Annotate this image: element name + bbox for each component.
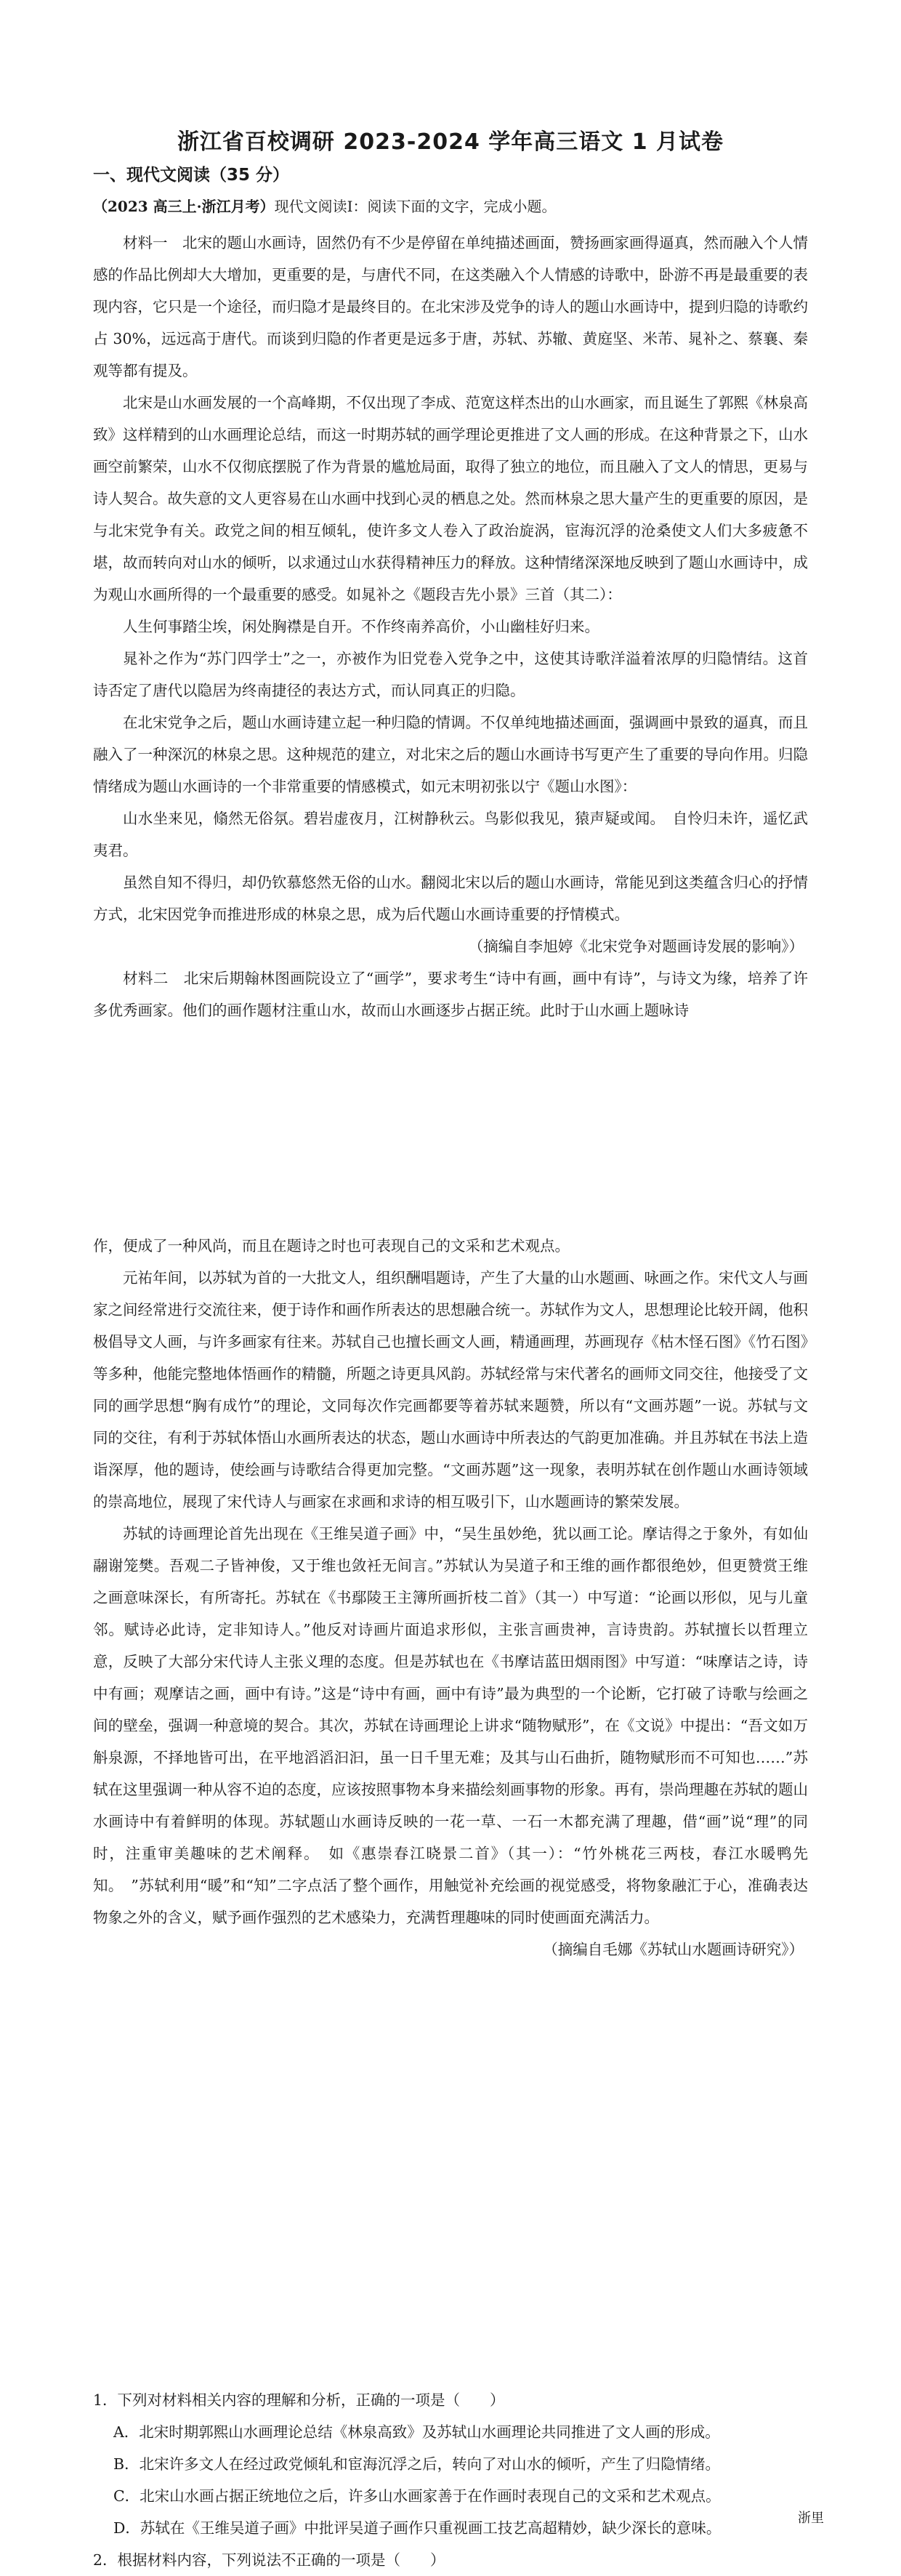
material1-paragraph: 材料一 北宋的题山水画诗，固然仍有不少是停留在单纯描述画面，赞扬画家画得逼真，然而融入个人情感的作品比例却大大增加，更重要的是，与唐代不同，在这类融入个人情感的诗歌中，卧游不再是最重要的表现内容，它只是一个途径，而归隐才是最终目的。在北宋涉及党争的诗人的题山水画诗中，提到归隐的诗歌约占 30%，远远高于唐代。而谈到归隐的作者更是远多于唐，苏轼、苏辙、黄庭坚、米芾、晁补之、蔡襄、秦观等都有提及。 bbox=[93, 234, 808, 379]
question-list bbox=[93, 2384, 808, 2576]
instruction-text: 现代文阅读Ⅰ：阅读下面的文字，完成小题。 bbox=[274, 198, 557, 215]
material2-intro: 材料二 北宋后期翰林图画院设立了“画学”，要求考生“诗中有画，画中有诗”，与诗文为缘，培养了许多优秀画家。他们的画作题材注重山水，故而山水画逐步占据正统。此时于山水画上题咏诗 bbox=[93, 970, 808, 1019]
exam-source: （2023 高三上·浙江月考） bbox=[93, 198, 275, 215]
section-heading: 一、现代文阅读（35 分） bbox=[93, 166, 290, 185]
answer-option[interactable]: D．苏轼在《王维吴道子画》中批评吴道子画作只重视画工技艺高超精妙，缺少深长的意味。 bbox=[113, 2519, 722, 2537]
material1-paragraph: 在北宋党争之后，题山水画诗建立起一种归隐的情调。不仅单纯地描述画面，强调画中景致的逼真，而且融入了一种深沉的林泉之思。这种规范的建立，对北宋之后的题山水画诗书写更产生了重要的导向作用。归隐情绪成为题山水画诗的一个非常重要的情感模式，如元末明初张以宁《题山水图》： bbox=[93, 714, 808, 795]
material2-paragraph: 元祐年间，以苏轼为首的一大批文人，组织酬唱题诗，产生了大量的山水题画、咏画之作。宋代文人与画家之间经常进行交流往来，便于诗作和画作所表达的思想融合统一。苏轼作为文人，思想理论比较开阔，他积极倡导文人画，与许多画家有往来。苏轼自己也擅长画文人画，精通画理，苏画现存《枯木怪石图》《竹石图》等多种，他能完整地体悟画作的精髓，所题之诗更具风韵。苏轼经常与宋代著名的画师文同交往，他接受了文同的画学思想“胸有成竹”的理论，文同每次作完画都要等着苏轼来题赞，所以有“文画苏题”一说。苏轼与文同的交往，有利于苏轼体悟山水画所表达的状态，题山水画诗中所表达的气韵更加准确。并且苏轼在书法上造诣深厚，他的题诗，使绘画与诗歌结合得更加完整。“文画苏题”这一现象，表明苏轼在创作题山水画诗领域的崇高地位，展现了宋代诗人与画家在求画和求诗的相互吸引下，山水题画诗的繁荣发展。 bbox=[93, 1269, 808, 1510]
material2-attribution: （摘编自毛娜《苏轼山水题画诗研究》） bbox=[543, 1941, 804, 1958]
reading-instruction bbox=[93, 195, 820, 216]
question-stem: 1．下列对材料相关内容的理解和分析，正确的一项是（ ） bbox=[93, 2391, 505, 2409]
answer-option[interactable]: A．北宋时期郭熙山水画理论总结《林泉高致》及苏轼山水画理论共同推进了文人画的形成。 bbox=[113, 2423, 720, 2441]
material1-paragraph: 虽然自知不得归，却仍钦慕悠然无俗的山水。翻阅北宋以后的题山水画诗，常能见到这类蕴含归心的抒情方式，北宋因党争而推进形成的林泉之思，成为后代题山水画诗重要的抒情模式。 bbox=[93, 874, 808, 923]
answer-option[interactable]: B．北宋许多文人在经过政党倾轧和宦海沉浮之后，转向了对山水的倾听，产生了归隐情绪。 bbox=[113, 2455, 721, 2473]
passage-body bbox=[93, 227, 808, 1965]
material2-paragraph: 苏轼的诗画理论首先出现在《王维吴道子画》中，“吴生虽妙绝，犹以画工论。摩诘得之于象外，有如仙翮谢笼樊。吾观二子皆神俊，又于维也敛衽无间言。”苏轼认为吴道子和王维的画作都很绝妙，但更赞赏王维之画意味深长，有所寄托。苏轼在《书鄢陵王主簿所画折枝二首》（其一）中写道：“论画以形似，见与儿童邻。赋诗必此诗，定非知诗人。”他反对诗画片面追求形似，主张言画贵神，言诗贵韵。苏轼擅长以哲理立意，反映了大部分宋代诗人主张义理的态度。但是苏轼也在《书摩诘蓝田烟雨图》中写道：“味摩诘之诗，诗中有画；观摩诘之画，画中有诗。”这是“诗中有画，画中有诗”最为典型的一个论断，它打破了诗歌与绘画之间的壁垒，强调一种意境的契合。其次，苏轼在诗画理论上讲求“随物赋形”，在《文说》中提出：“吾文如万斛泉源，不择地皆可出，在平地滔滔汩汩，虽一日千里无难；及其与山石曲折，随物赋形而不可知也……”苏轼在这里强调一种从容不迫的态度，应该按照事物本身来描绘刻画事物的形象。再有，崇尚理趣在苏轼的题山水画诗中有着鲜明的体现。苏轼题山水画诗反映的一花一草、一石一木都充满了理趣，借“画”说“理”的同时，注重审美趣味的艺术阐释。 如《惠崇春江晓景二首》（其一）：“竹外桃花三两枝，春江水暖鸭先知。 ”苏轼利用“暖”和“知”二字点活了整个画作，用触觉补充绘画的视觉感受，将物象融汇于心，准确表达物象之外的含义，赋予画作强烈的艺术感染力，充满哲理趣味的同时使画面充满活力。 bbox=[93, 1525, 808, 1926]
poem-quote: 人生何事踏尘埃，闲处胸襟是自开。不作终南养高价，小山幽桂好归来。 bbox=[123, 618, 599, 635]
exam-title: 浙江省百校调研 2023-2024 学年高三语文 1 月试卷 bbox=[177, 129, 724, 155]
page-footer: 浙里 bbox=[798, 2511, 824, 2526]
blank-space bbox=[93, 1026, 808, 1230]
material1-paragraph: 晁补之作为“苏门四学士”之一，亦被作为旧党卷入党争之中，这使其诗歌洋溢着浓厚的归隐情结。这首诗否定了唐代以隐居为终南捷径的表达方式，而认同真正的归隐。 bbox=[93, 650, 808, 699]
material1-paragraph: 北宋是山水画发展的一个高峰期，不仅出现了李成、范宽这样杰出的山水画家，而且诞生了郭熙《林泉高致》这样精到的山水画理论总结，而这一时期苏轼的画学理论更推进了文人画的形成。在这种背景之下，山水画空前繁荣，山水不仅彻底摆脱了作为背景的尴尬局面，取得了独立的地位，而且融入了文人的情思，更易与诗人契合。故失意的文人更容易在山水画中找到心灵的栖息之处。然而林泉之思大量产生的更重要的原因，是与北宋党争有关。政党之间的相互倾轧，使许多文人卷入了政治旋涡，宦海沉浮的沧桑使文人们大多疲惫不堪，故而转向对山水的倾听，以求通过山水获得精神压力的释放。这种情绪深深地反映到了题山水画诗中，成为观山水画所得的一个最重要的感受。如晁补之《题段吉先小景》三首（其二）： bbox=[93, 394, 808, 603]
question-stem: 2．根据材料内容，下列说法不正确的一项是（ ） bbox=[93, 2551, 445, 2569]
material1-attribution: （摘编自李旭婷《北宋党争对题画诗发展的影响》） bbox=[468, 938, 804, 955]
material2-continuation: 作，便成了一种风尚，而且在题诗之时也可表现自己的文采和艺术观点。 bbox=[93, 1237, 570, 1255]
answer-option[interactable]: C．北宋山水画占据正统地位之后，许多山水画家善于在作画时表现自己的文采和艺术观点。 bbox=[113, 2487, 721, 2505]
poem-quote: 山水坐来见，翛然无俗氛。碧岩虚夜月，江树静秋云。鸟影似我见，猿声疑或闻。 自怜归未许，遥忆武夷君。 bbox=[93, 810, 808, 859]
